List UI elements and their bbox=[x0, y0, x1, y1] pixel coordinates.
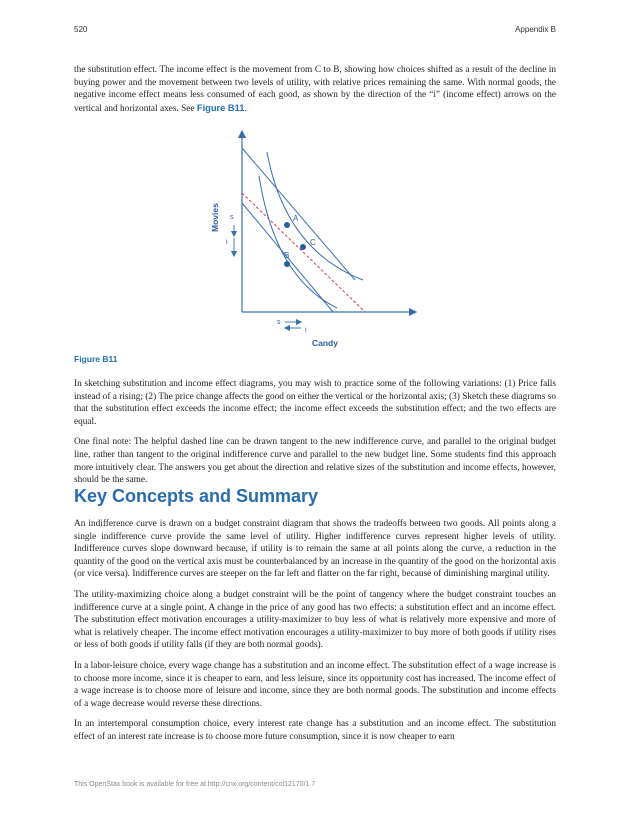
point-c bbox=[300, 244, 306, 250]
x-s-label: s bbox=[277, 319, 281, 326]
budget-line-original bbox=[242, 148, 355, 280]
figure-caption: Figure B11 bbox=[74, 354, 118, 364]
paragraph: One final note: The helpful dashed line can be drawn tangent to the new indifference curve, and parallel to the original budget line, rather than tangent to the original indifference curve and parallel to the new budget line. Some students find this approach more intuitively clear. The answers you get about the direction and relative sizes of the substitution and income effects, however, should be the same. bbox=[74, 437, 556, 486]
x-i-label: i bbox=[305, 327, 307, 334]
paragraph: In a labor-leisure choice, every wage change has a substitution and an income effect. The substitution effect of a wage increase is to choose more income, since it is cheaper to earn, and less leisure, since its opportunity cost has increased. The income effect of a wage increase is to choose more of leisure and income, since they are both normal goods. The substitution and income effects of a wage decrease would reverse these directions. bbox=[74, 660, 556, 709]
intro-text: the substitution effect. The income effect is the movement from C to B, showing how choices shifted as a result of the decline in buying power and the movement between two levels of utility, with relative prices remaining the same. With normal goods, the negative income effect means less consumed of each good, as shown by the direction of the “i” (income effect) arrows on the vertical and horizontal axes. See Figure B11. bbox=[74, 65, 556, 114]
paragraph: In sketching substitution and income effect diagrams, you may wish to practice some of the following variations: (1) Price falls instead of a rising; (2) The price change affects the good on either the vertical or the horizontal axis; (3) Sketch these diagrams so that the substitution effect exceeds the income effect; the income effect exceeds the substitution effect; and the two effects are equal. bbox=[74, 379, 556, 427]
footer-text: This OpenStax book is available for free at http://cnx.org/content/col12170/1.7 bbox=[74, 781, 316, 788]
indifference-curve-low bbox=[259, 176, 337, 308]
figure-link[interactable]: Figure B11 bbox=[196, 102, 245, 113]
label-a: A bbox=[293, 214, 299, 223]
point-b bbox=[284, 261, 290, 267]
paragraph: In an intertemporal consumption choice, every interest rate change has a substitution and an income effect. The substitution effect of an interest rate increase is to choose more future consumption, since it is now cheaper to earn bbox=[74, 719, 556, 742]
summary-section bbox=[74, 518, 556, 752]
paragraph: The utility-maximizing choice along a budget constraint will be the point of tangency where the budget constraint touches an indifference curve at a single point. A change in the price of any good has two effects: a substitution effect and an income effect. The substitution effect motivation encourages a utility-maximizer to buy less of what is relatively more expensive and more of what is relatively cheaper. The income effect motivation encourages a utility-maximizer to buy more of both goods if utility rises or less of both goods if utility falls (if they are both normal goods). bbox=[74, 589, 556, 651]
y-s-label: s bbox=[230, 214, 234, 221]
x-axis-label: Candy bbox=[312, 338, 338, 348]
paragraph: An indifference curve is drawn on a budget constraint diagram that shows the tradeoffs between two goods. All points along a single indifference curve provide the same level of utility. Higher indifference curves represent higher levels of utility. Indifference curves slope downward because, if utility is to remain the same at all points along the curve, a reduction in the quantity of the good on the vertical axis must be counterbalanced by an increase in the quantity of the good on the horizontal axis (or vice versa). Indifference curves are steeper on the far left and flatter on the far right, because of diminishing marginal utility. bbox=[74, 519, 556, 580]
intro-paragraph bbox=[74, 64, 556, 123]
practice-section bbox=[74, 378, 556, 495]
y-axis-label: Movies bbox=[210, 203, 220, 232]
section-heading: Key Concepts and Summary bbox=[74, 486, 319, 506]
label-c: C bbox=[310, 238, 316, 247]
figure-b11 bbox=[205, 130, 420, 350]
page-number: 520 bbox=[74, 25, 88, 34]
indifference-curve-high bbox=[267, 152, 363, 280]
label-b: B bbox=[284, 251, 290, 260]
figure-diagram bbox=[205, 130, 420, 350]
dashed-parallel-line bbox=[242, 193, 365, 312]
section-title: Appendix B bbox=[515, 25, 556, 34]
point-a bbox=[284, 222, 290, 228]
y-i-label: i bbox=[226, 239, 228, 246]
